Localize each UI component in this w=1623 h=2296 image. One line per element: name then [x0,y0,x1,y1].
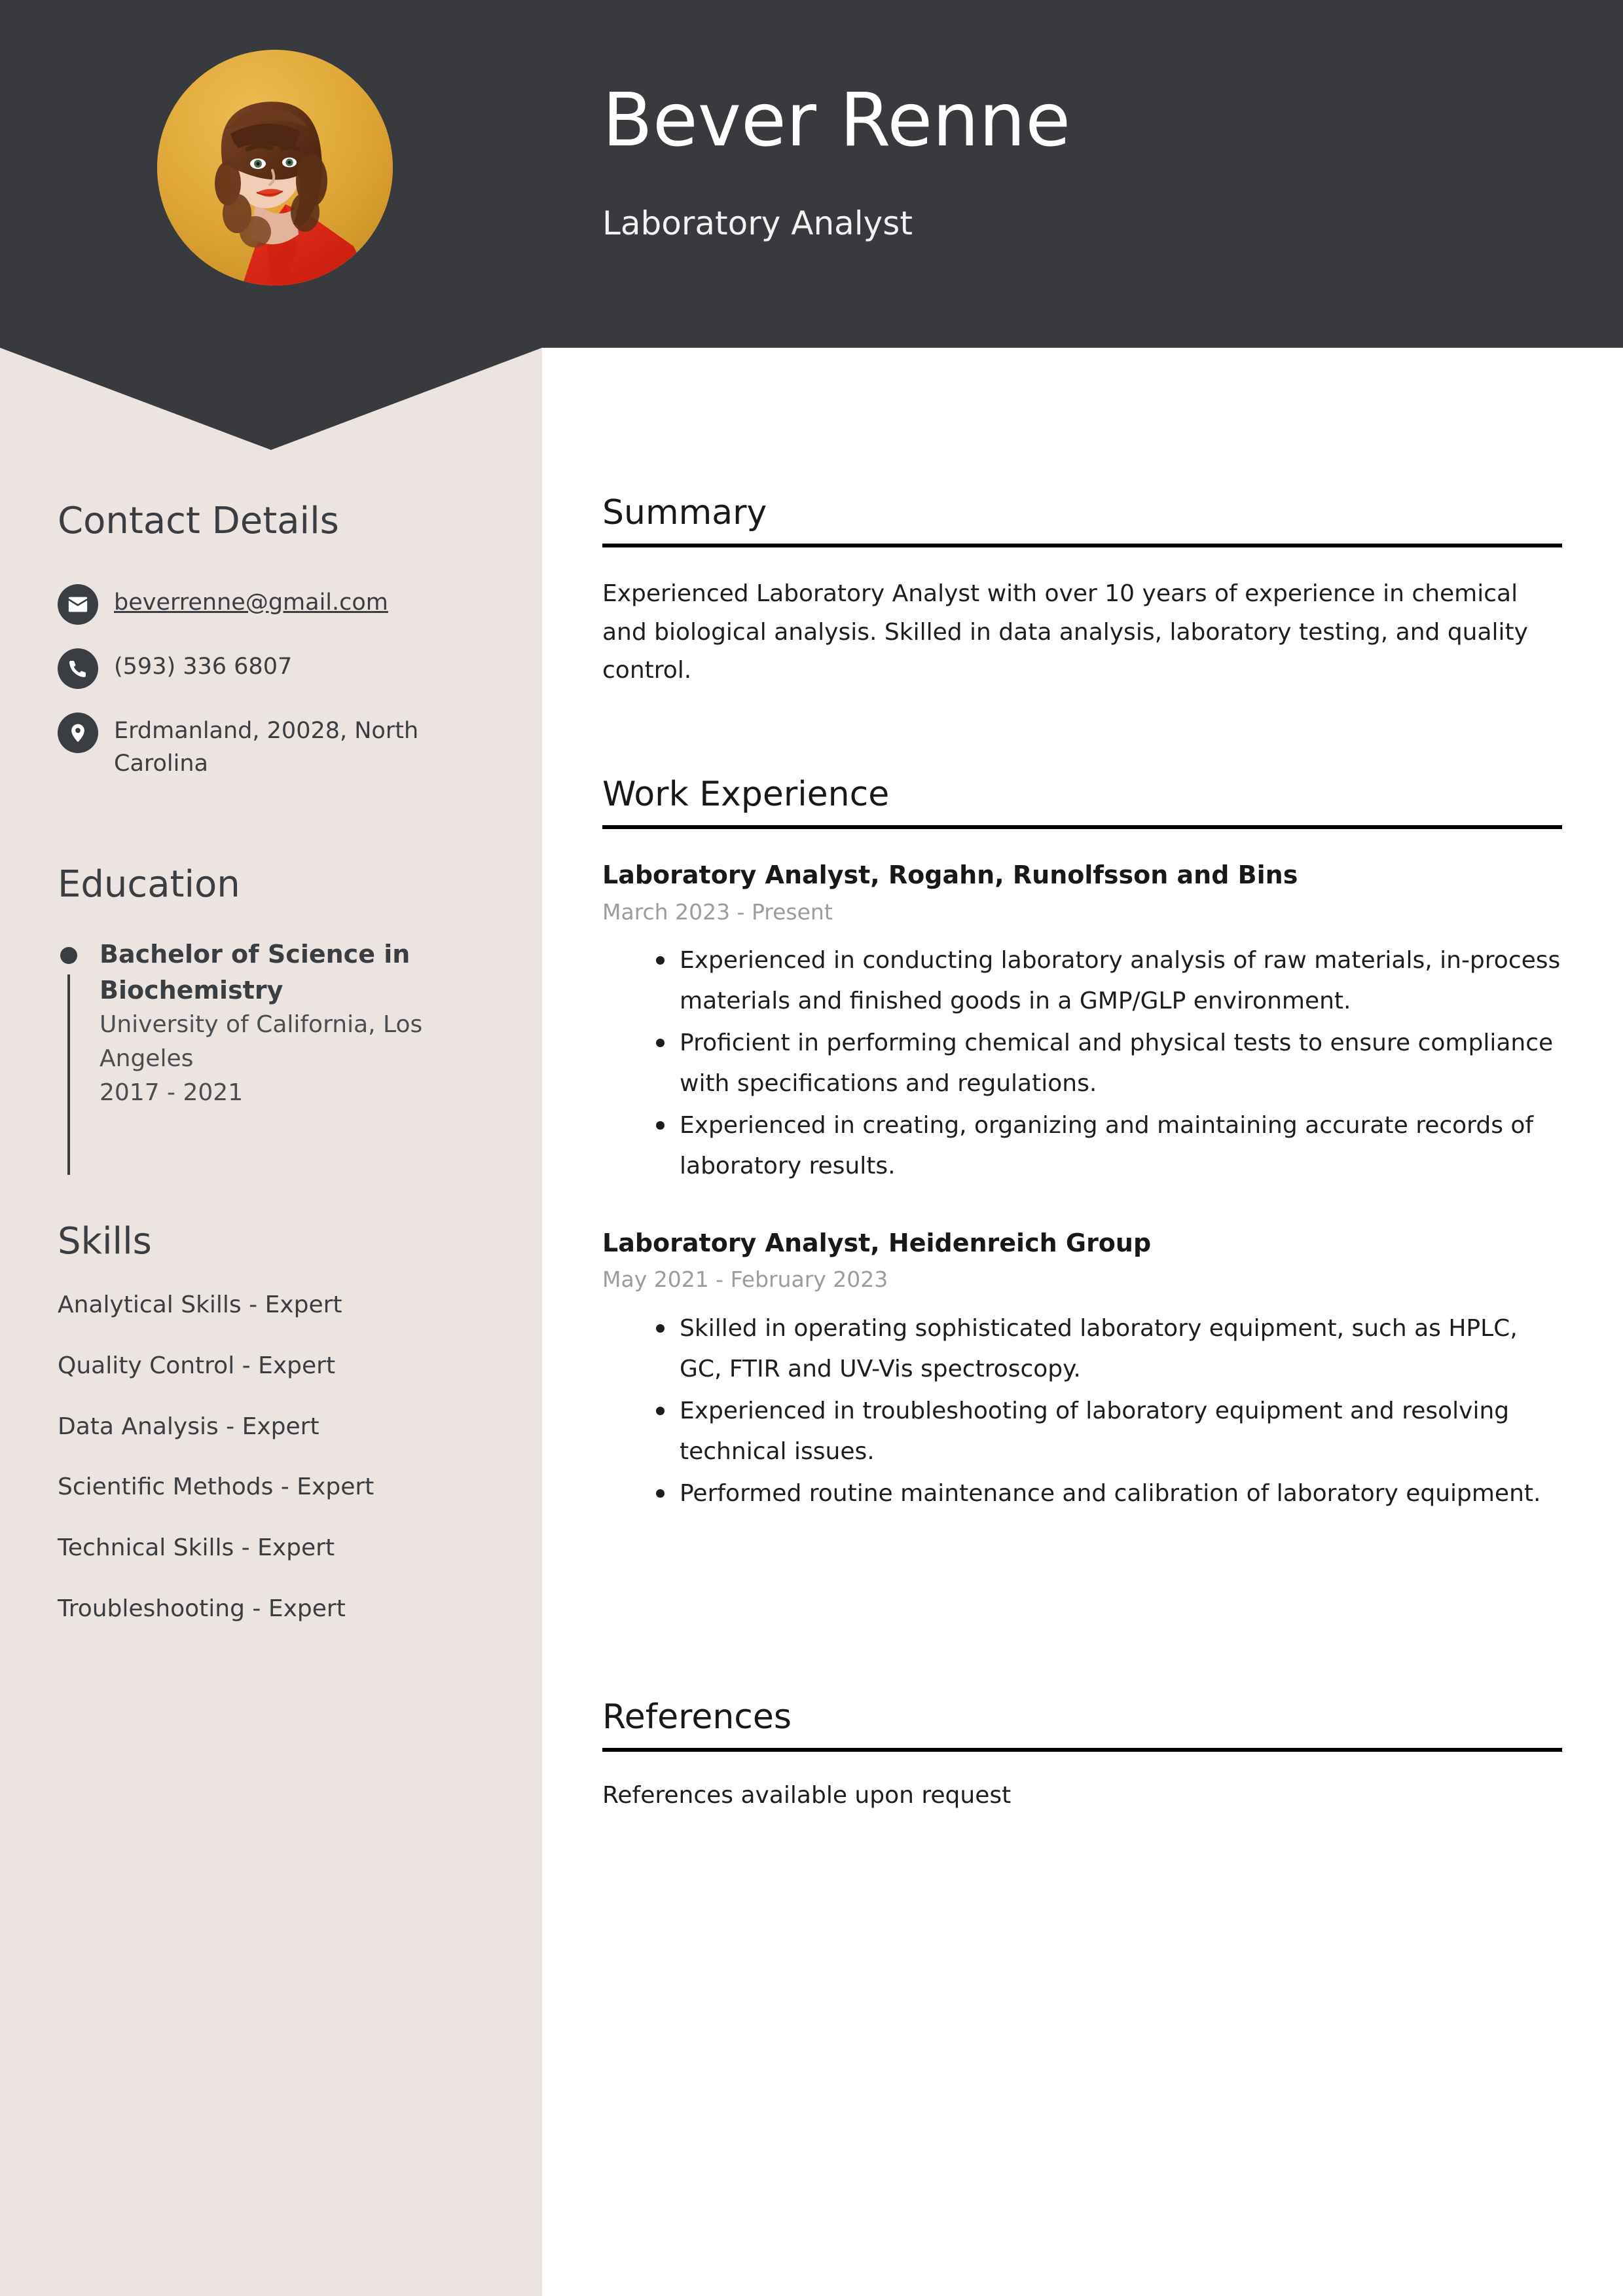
avatar [157,50,393,286]
skill-item: Scientific Methods - Expert [58,1473,374,1501]
job-bullet: Experienced in creating, organizing and maintaining accurate records of laboratory results. [602,1105,1562,1187]
work-experience-item [602,1227,1562,1514]
skills-heading: Skills [58,1220,152,1263]
timeline-dot-icon [60,947,77,964]
location-pin-icon [58,713,98,753]
contact-details-heading: Contact Details [58,500,339,542]
job-bullet: Performed routine maintenance and calibration of laboratory equipment. [602,1473,1562,1514]
job-dates: March 2023 - Present [602,898,833,925]
work-experience-item [602,859,1562,1187]
skill-item: Technical Skills - Expert [58,1534,335,1562]
contact-item-address [58,711,503,780]
education-heading: Education [58,863,240,906]
section-references [602,1699,1562,1815]
skill-item: Data Analysis - Expert [58,1413,319,1440]
skill-item: Quality Control - Expert [58,1352,336,1379]
contact-address-text: Erdmanland, 20028, North Carolina [114,718,419,777]
job-bullet: Experienced in conducting laboratory analysis of raw materials, in-process materials and finished goods in a GMP/GLP environment. [602,940,1562,1022]
job-title: Laboratory Analyst, Heidenreich Group [602,1228,1152,1257]
summary-heading: Summary [602,494,1562,547]
job-bullet: Proficient in performing chemical and physical tests to ensure compliance with specifications and regulations. [602,1023,1562,1104]
job-bullet-list [602,940,1562,1186]
job-bullet: Experienced in troubleshooting of laboratory equipment and resolving technical issues. [602,1391,1562,1472]
envelope-icon [58,584,98,625]
skills-list [58,1290,503,1655]
education-item [58,936,503,1110]
work-experience-heading: Work Experience [602,776,1562,829]
skill-item: Troubleshooting - Expert [58,1595,346,1622]
candidate-name: Bever Renne [602,78,1071,163]
education-school: University of California, Los Angeles [100,1011,423,1073]
education-years: 2017 - 2021 [100,1079,244,1107]
job-bullet: Skilled in operating sophisticated laboratory equipment, such as HPLC, GC, FTIR and UV-Vis spectroscopy. [602,1308,1562,1390]
contact-email-text[interactable]: beverrenne@gmail.com [114,589,388,616]
candidate-job-title: Laboratory Analyst [602,204,913,242]
section-work-experience [602,776,1562,1515]
education-list [58,936,503,1110]
section-summary [602,494,1562,690]
phone-icon [58,648,98,689]
contact-item-email[interactable] [58,583,503,625]
education-degree: Bachelor of Science in Biochemistry [100,940,410,1005]
skill-item: Analytical Skills - Expert [58,1291,342,1318]
timeline-line [67,974,70,1175]
job-bullet-list [602,1308,1562,1514]
job-title: Laboratory Analyst, Rogahn, Runolfsson and Bins [602,861,1298,890]
contact-phone-text: (593) 336 6807 [114,654,293,680]
references-heading: References [602,1699,1562,1752]
references-text: References available upon request [602,1782,1012,1809]
summary-text: Experienced Laboratory Analyst with over 10 years of experience in chemical and biological analysis. Skilled in data analysis, laboratory testing, and quality control. [602,580,1528,684]
contact-item-phone[interactable] [58,647,503,689]
job-dates: May 2021 - February 2023 [602,1267,888,1293]
contact-details-list [58,583,503,802]
